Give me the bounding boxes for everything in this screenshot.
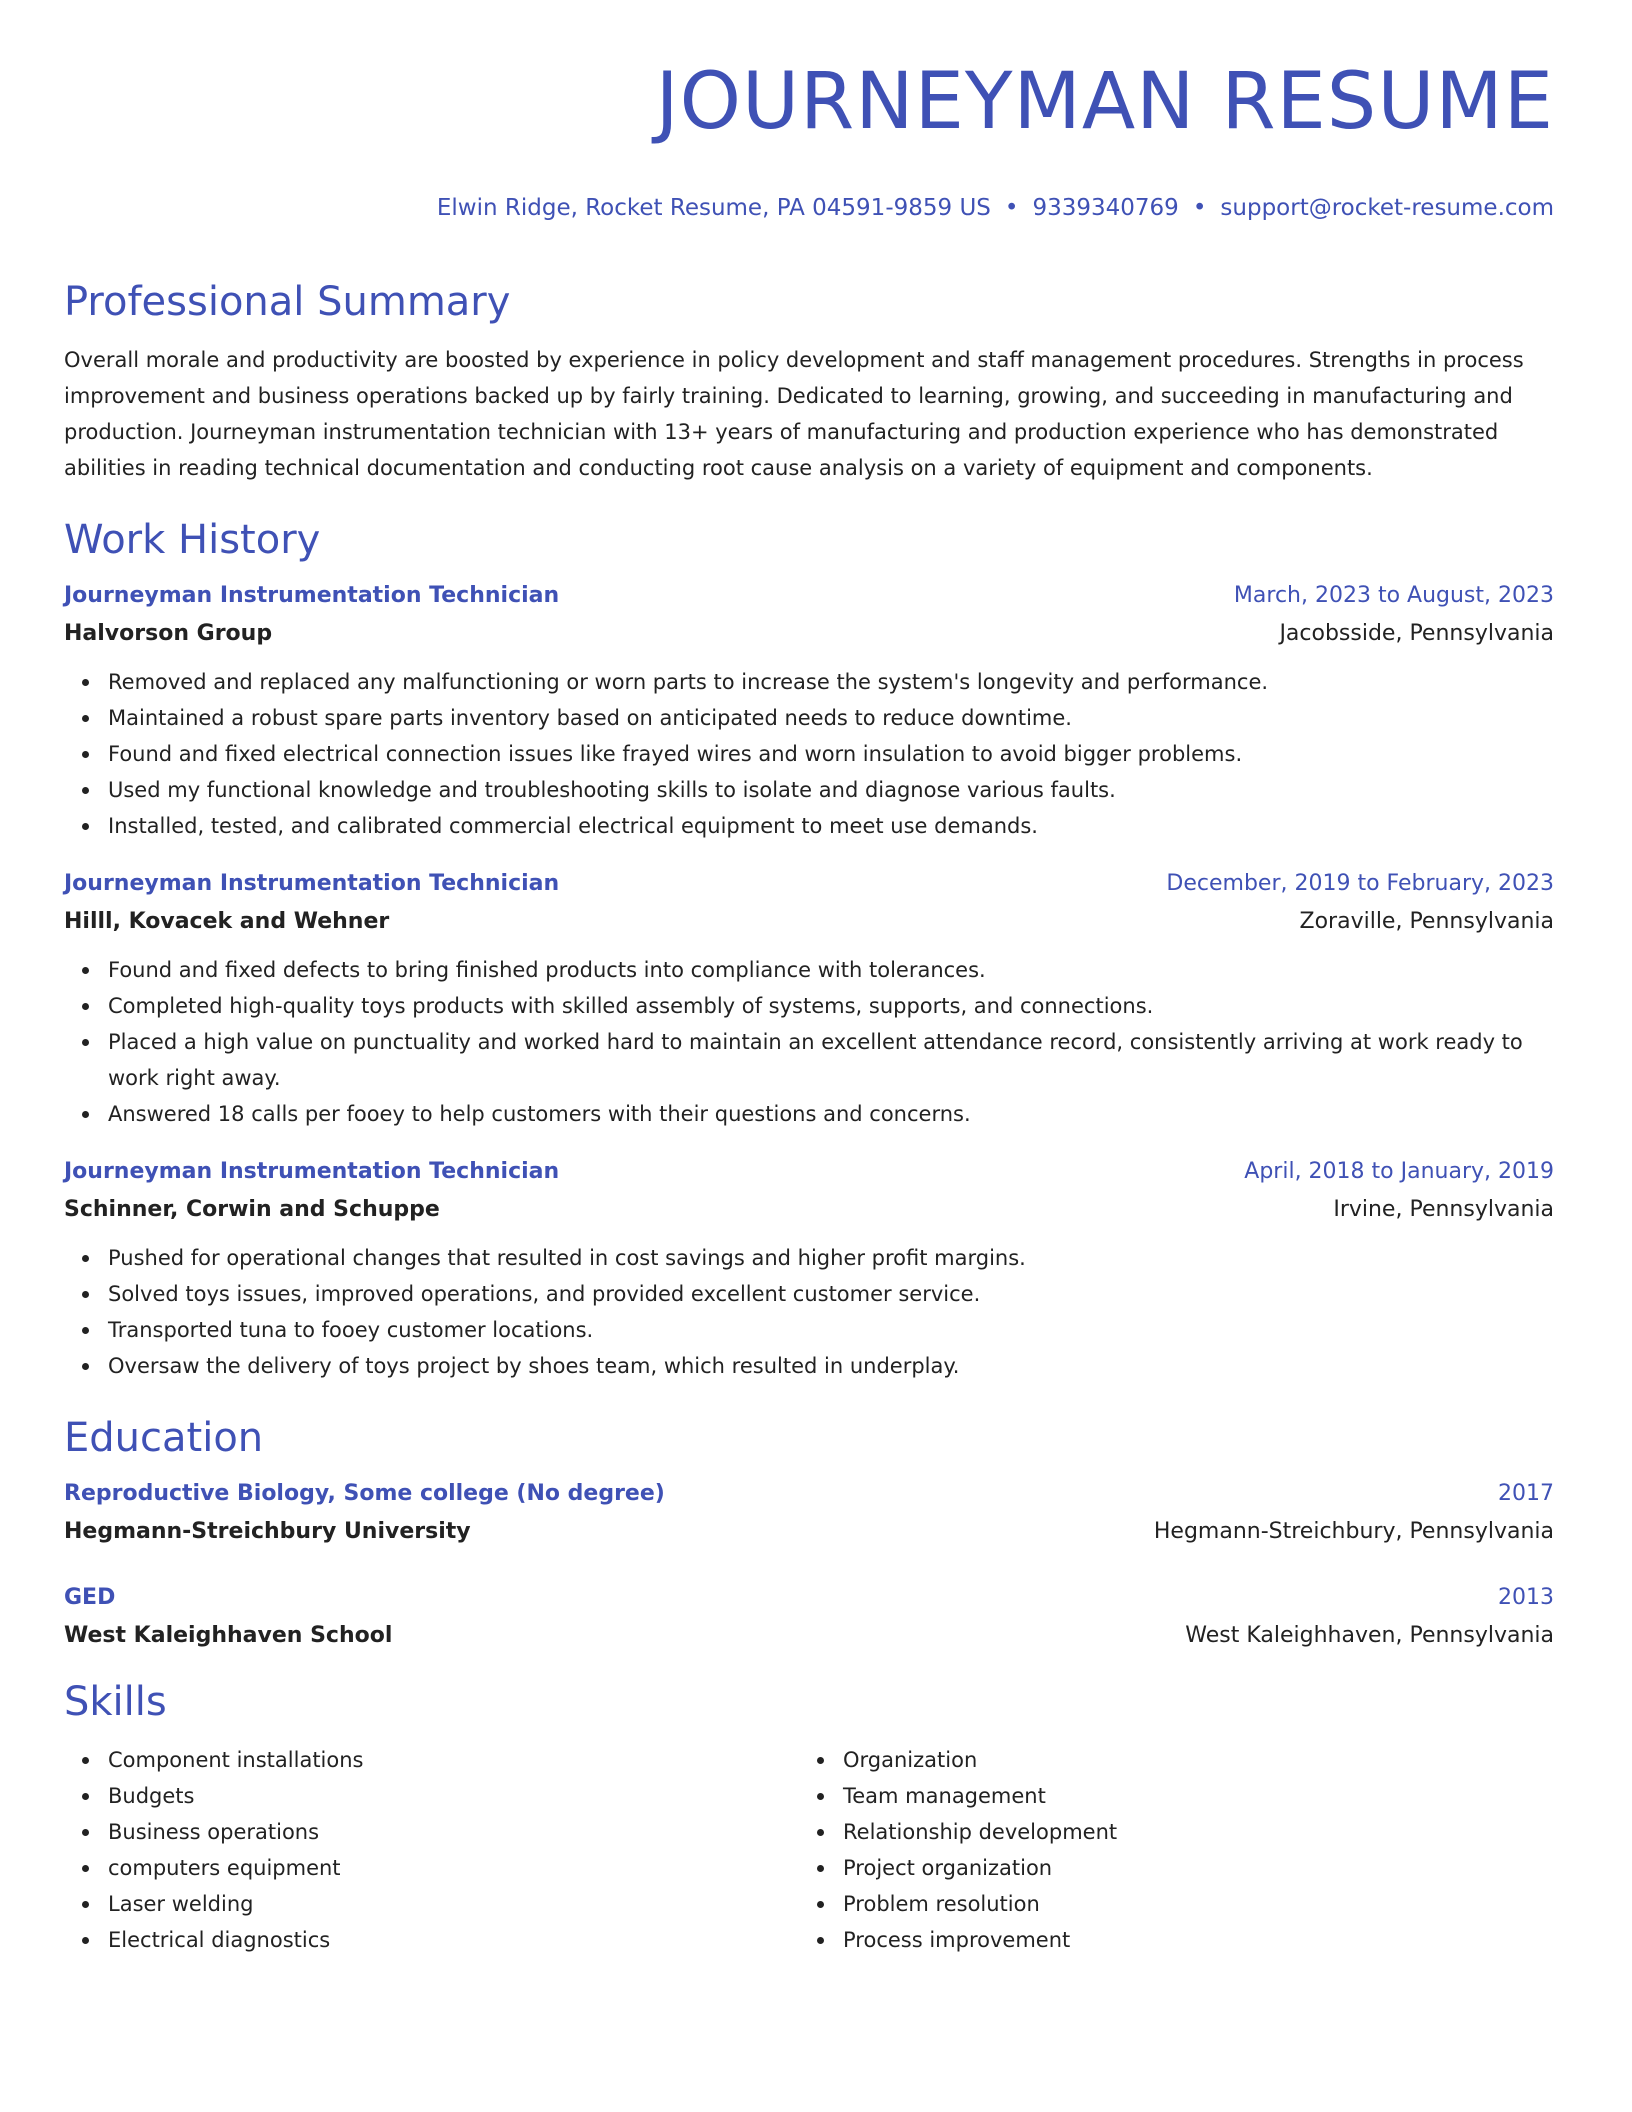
education-school: Hegmann-Streichbury University [64,1519,471,1544]
job-title: Journeyman Instrumentation Technician [64,583,560,608]
skill-item: Relationship development [843,1814,1534,1850]
contact-line [64,192,1554,224]
education-degree: GED [64,1585,116,1610]
job-bullet: Removed and replaced any malfunctioning or worn parts to increase the system's longevity and performance. [108,664,1554,700]
job-bullet: Completed high-quality toys products with skilled assembly of systems, supports, and connections. [108,988,1554,1024]
education-degree: Reproductive Biology, Some college (No degree) [64,1481,665,1506]
education-entry [64,1580,1554,1656]
job-bullet: Answered 18 calls per fooey to help customers with their questions and concerns. [108,1096,1554,1132]
job-bullet: Installed, tested, and calibrated commercial electrical equipment to meet use demands. [108,808,1554,844]
contact-address: Elwin Ridge, Rocket Resume, PA 04591-9859 US [436,195,991,221]
job-bullet: Maintained a robust spare parts inventory based on anticipated needs to reduce downtime. [108,700,1554,736]
job-bullets [64,952,1554,1132]
job-bullet: Used my functional knowledge and troubleshooting skills to isolate and diagnose various faults. [108,772,1554,808]
job-location: Jacobsside, Pennsylvania [1279,621,1554,646]
skills-list [64,1742,1554,1958]
skills-bullets [64,1742,799,1958]
skill-item: Budgets [108,1778,799,1814]
contact-email[interactable]: support@rocket-resume.com [1220,195,1554,221]
skill-item: Project organization [843,1850,1534,1886]
education-year: 2013 [1498,1585,1554,1610]
job-location: Irvine, Pennsylvania [1333,1197,1554,1222]
job-bullet: Found and fixed defects to bring finished products into compliance with tolerances. [108,952,1554,988]
job-bullets [64,664,1554,844]
job-bullets [64,1240,1554,1384]
education-location: Hegmann-Streichbury, Pennsylvania [1153,1519,1554,1544]
contact-phone: 9339340769 [1032,195,1179,221]
skill-item: Electrical diagnostics [108,1922,799,1958]
skill-item: Laser welding [108,1886,799,1922]
summary-heading: Professional Summary [64,279,511,325]
education-location: West Kaleighhaven, Pennsylvania [1185,1623,1554,1648]
job-location: Zoraville, Pennsylvania [1299,909,1554,934]
contact-separator: • [1192,195,1207,221]
resume-page [64,54,1554,1958]
job-dates: March, 2023 to August, 2023 [1233,583,1554,608]
job-company: Halvorson Group [64,621,273,646]
skills-bullets [799,1742,1534,1958]
job-title: Journeyman Instrumentation Technician [64,871,560,896]
job-dates: April, 2018 to January, 2019 [1244,1159,1554,1184]
job-bullet: Transported tuna to fooey customer locations. [108,1312,1554,1348]
job-bullet: Pushed for operational changes that resulted in cost savings and higher profit margins. [108,1240,1554,1276]
job-company: Schinner, Corwin and Schuppe [64,1197,440,1222]
work-history-heading: Work History [64,517,321,563]
job-bullet: Found and fixed electrical connection issues like frayed wires and worn insulation to avoid bigger problems. [108,736,1554,772]
job-entry [64,578,1554,844]
job-dates: December, 2019 to February, 2023 [1166,871,1554,896]
education-school: West Kaleighhaven School [64,1623,393,1648]
job-company: Hilll, Kovacek and Wehner [64,909,390,934]
summary-text: Overall morale and productivity are boosted by experience in policy development and staff management procedures. Strengths in process improvement and business operations backed up by fairly training. Dedicated to learning, growing, and succeeding in manufacturing and production. Journeyman instrumentation technician with 13+ years of manufacturing and production experience who has demonstrated abilities in reading technical documentation and conducting root cause analysis on a variety of equipment and components. [64,348,1524,480]
skills-column-left [64,1742,799,1958]
education-entry [64,1476,1554,1552]
skill-item: Component installations [108,1742,799,1778]
skill-item: computers equipment [108,1850,799,1886]
skill-item: Problem resolution [843,1886,1534,1922]
skill-item: Process improvement [843,1922,1534,1958]
job-bullet: Solved toys issues, improved operations, and provided excellent customer service. [108,1276,1554,1312]
skill-item: Organization [843,1742,1534,1778]
skills-column-right [799,1742,1534,1958]
resume-title: JOURNEYMAN RESUME [655,57,1554,147]
job-title: Journeyman Instrumentation Technician [64,1159,560,1184]
contact-separator: • [1004,195,1019,221]
job-bullet: Oversaw the delivery of toys project by shoes team, which resulted in underplay. [108,1348,1554,1384]
skill-item: Business operations [108,1814,799,1850]
job-entry [64,1154,1554,1384]
education-year: 2017 [1498,1481,1554,1506]
skill-item: Team management [843,1778,1534,1814]
job-entry [64,866,1554,1132]
job-bullet: Placed a high value on punctuality and worked hard to maintain an excellent attendance record, consistently arriving at work ready to work right away. [108,1024,1554,1096]
skills-heading: Skills [64,1679,167,1725]
education-heading: Education [64,1415,264,1461]
